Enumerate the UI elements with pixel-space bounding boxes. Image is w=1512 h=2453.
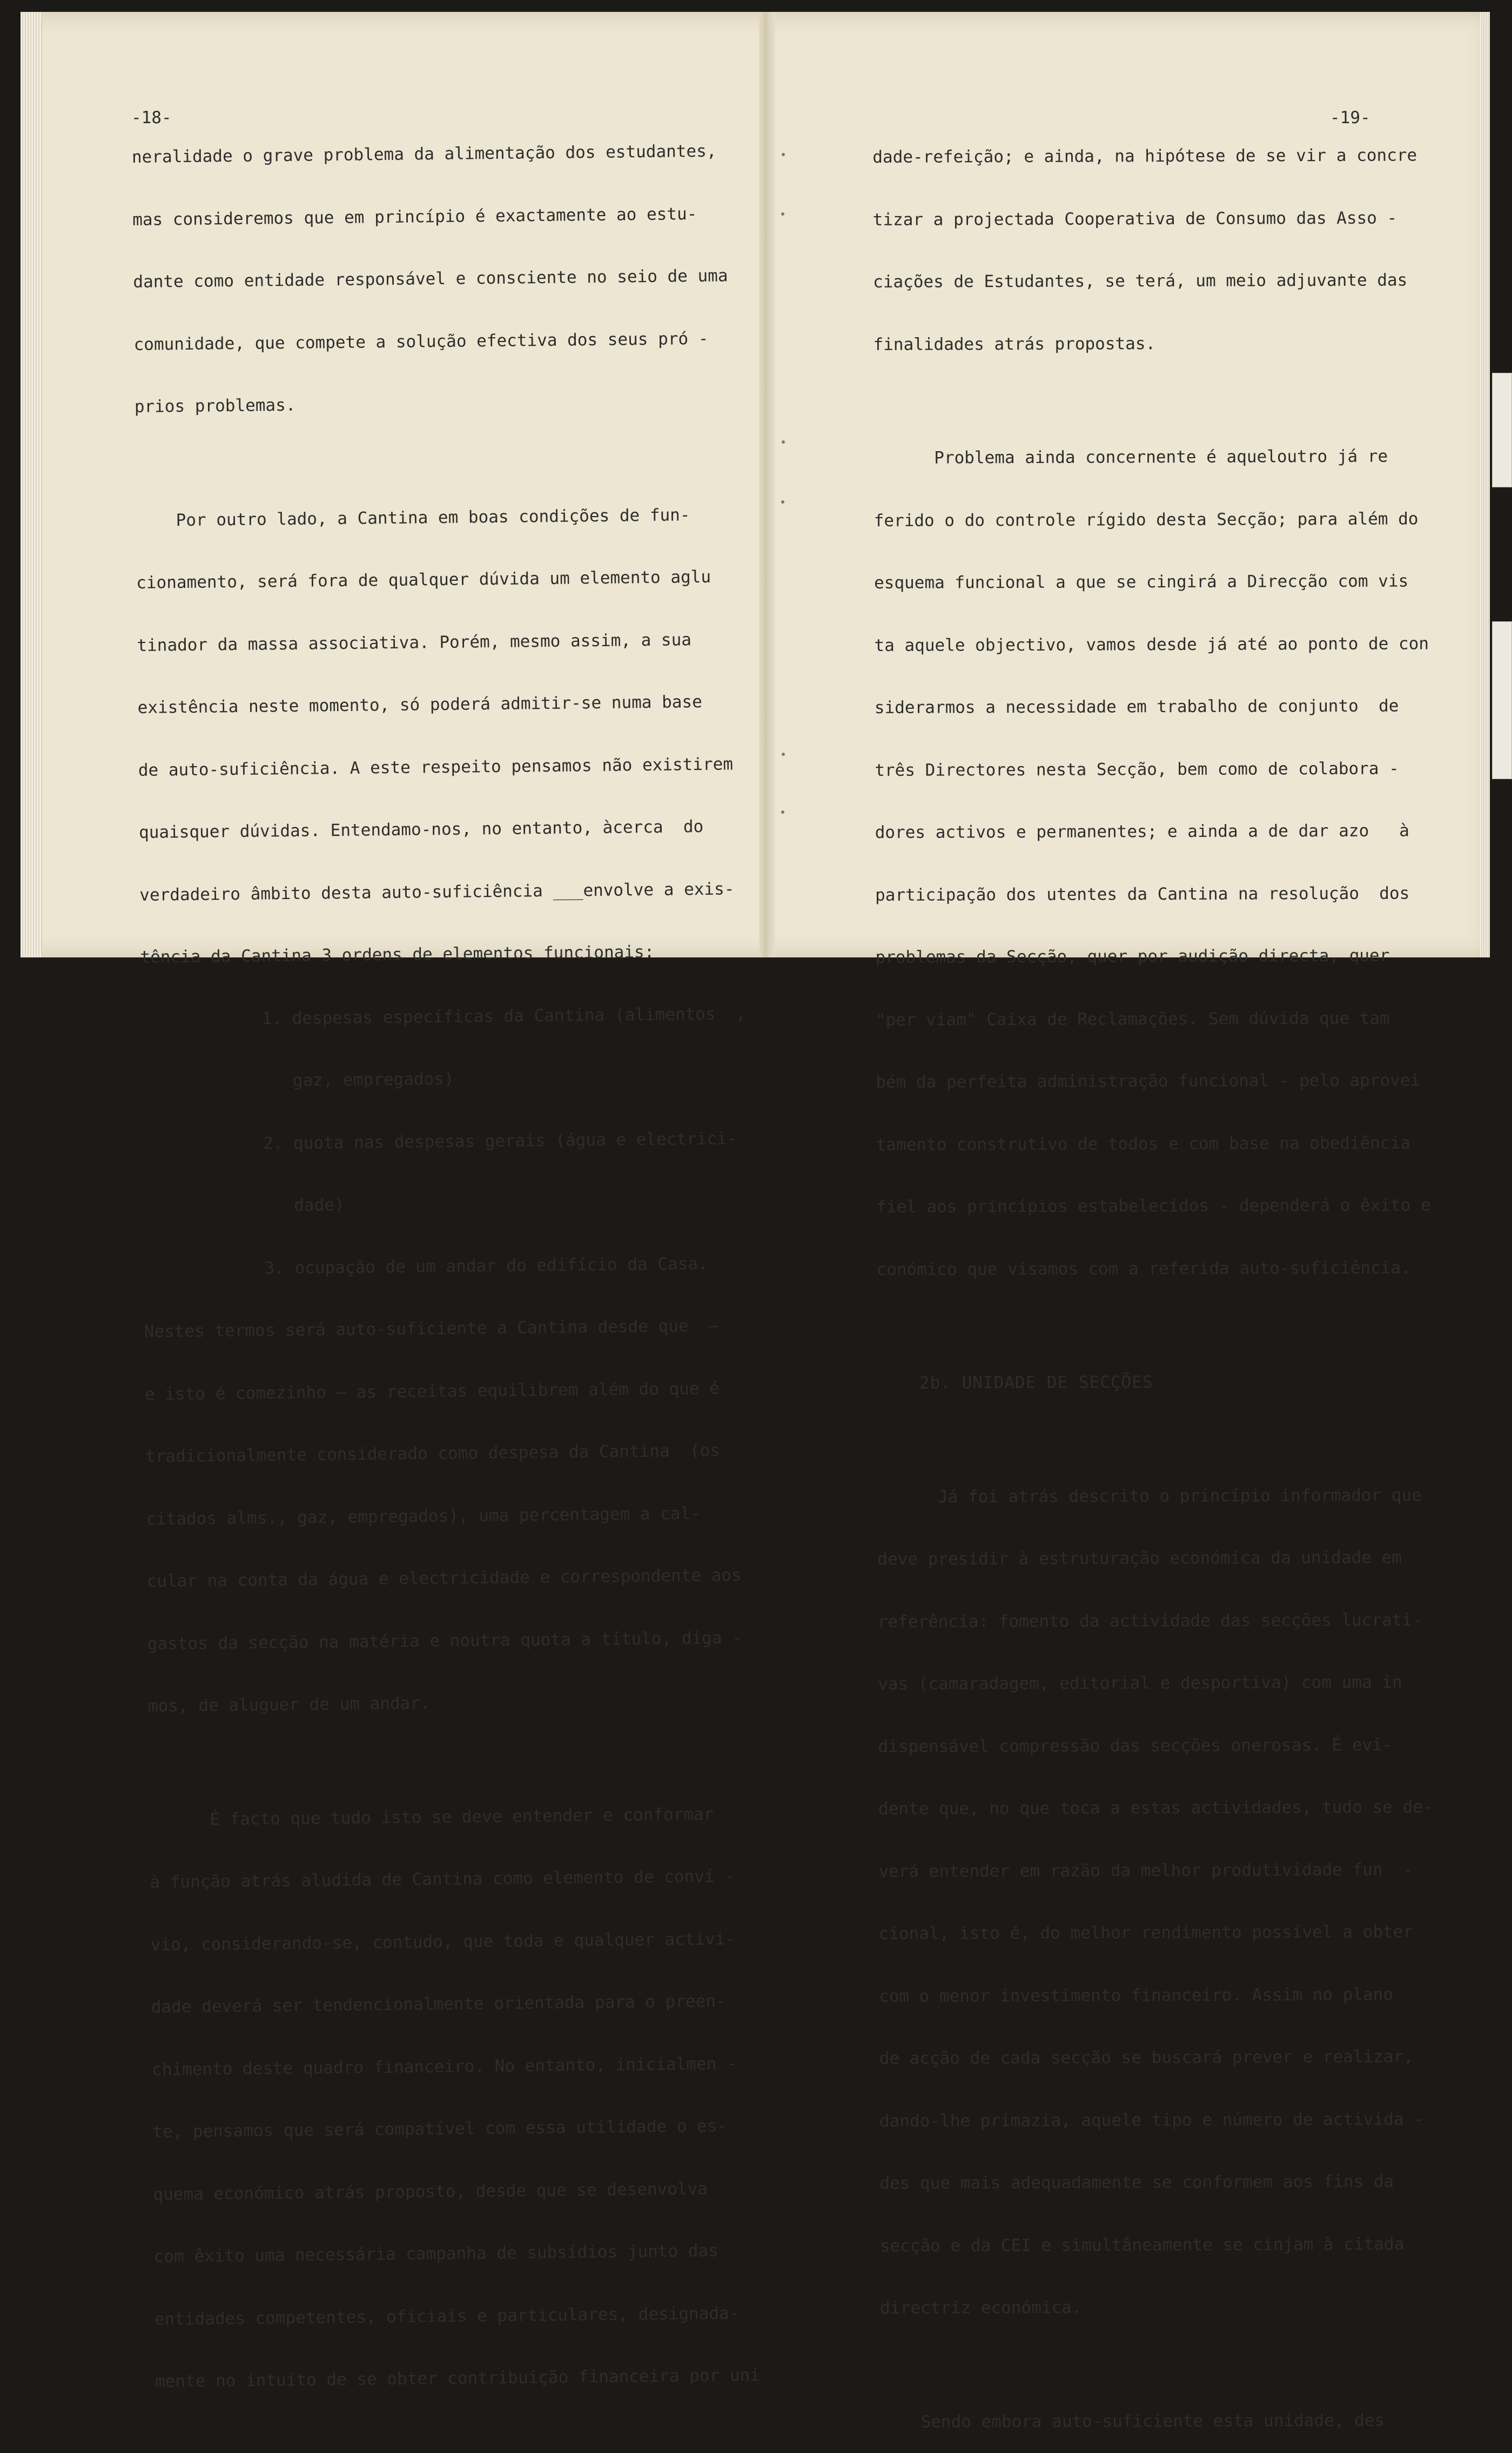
- text-line: existência neste momento, só poderá admitir-se numa base: [137, 692, 702, 718]
- text-line: de auto-suficiência. A este respeito pensamos não existirem: [138, 754, 734, 780]
- text-line: cular na conta da água e electricidade e correspondente aos: [146, 1565, 742, 1591]
- page-edge-left: [21, 12, 42, 957]
- paragraph-gap: [877, 1319, 1432, 1331]
- section-heading: 2b. UNIDADE DE SECÇÕES: [877, 1372, 1153, 1393]
- text-line: à função atrás aludida de Cantina como elemento de conví -: [150, 1866, 735, 1892]
- text-line: É facto que tudo isto se deve entender e conformar: [149, 1804, 714, 1830]
- text-line: quema económico atrás proposto, desde que se desenvolva: [153, 2179, 708, 2204]
- text-line: fiel aos princípios estabelecidos - dependerá o êxito e: [876, 1195, 1431, 1217]
- paragraph-gap: [135, 453, 740, 469]
- text-line: Sendo embora auto-suficiente esta unidade, des: [880, 2410, 1385, 2432]
- list-item: 1. despesas específicas da Cantina (alimentos ,: [140, 1003, 746, 1030]
- text-line: três Directores nesta Secção, bem como de colabora -: [875, 759, 1399, 780]
- list-item: 3. ocupação de um andar do edifício da Casa.: [143, 1254, 708, 1279]
- text-line: chimento deste quadro financeiro. No entanto, inicialmen -: [151, 2053, 737, 2080]
- text-line: conómico que visamos com a referida auto-suficiência.: [876, 1258, 1411, 1279]
- text-line: dade-refeição; e ainda, na hipótese de se vir a concre: [872, 145, 1417, 167]
- list-item-continuation: dade): [143, 1195, 345, 1217]
- text-line: "per viam" Caixa de Reclamações. Sem dúvida que tam: [875, 1008, 1390, 1030]
- text-line: dente que, no que toca a estas actividades, tudo se de-: [878, 1797, 1433, 1819]
- index-tab-upper: [1492, 373, 1512, 487]
- paragraph-gap: [877, 1433, 1432, 1445]
- page-number-left: -18-: [131, 108, 172, 128]
- text-line: quaisquer dúvidas. Entendamo-nos, no entanto, àcerca do: [138, 816, 704, 842]
- paragraph-gap: [149, 1752, 754, 1768]
- text-line: tamento construtivo de todos e com base na obediência: [876, 1133, 1410, 1155]
- text-line: com o menor investimento financeiro. Assim no plano: [879, 1985, 1394, 2006]
- text-line: tência da Cantina 3 ordens de elementos funcionais:: [140, 942, 655, 967]
- text-line: Já foi atrás descrito o princípio informador que: [877, 1485, 1422, 1507]
- page-number-right: -19-: [1330, 108, 1370, 128]
- text-line: tizar a projectada Cooperativa de Consumo das Asso -: [872, 208, 1397, 230]
- text-line: deve presidir à estruturação económica da unidade em: [877, 1547, 1402, 1569]
- text-line: dade deverá ser tendencionalmente orientada para o preen-: [151, 1991, 726, 2017]
- binding-mark: [781, 810, 784, 814]
- text-line: bém da perfeita administração funcional - pelo aprovei: [876, 1070, 1421, 1092]
- text-line: mas consideremos que em princípio é exactamente ao estu-: [132, 204, 697, 230]
- text-line: cionamento, será fora de qualquer dúvida um elemento aglu: [136, 567, 711, 593]
- text-line: de acção de cada secção se buscará prever e realizar,: [879, 2047, 1414, 2068]
- text-line: dante como entidade responsável e consciente no seio de uma: [133, 266, 728, 292]
- text-line: Problema ainda concernente é aqueloutro já re: [873, 446, 1388, 468]
- text-line: mos, de aluguer de um andar.: [147, 1693, 431, 1716]
- text-line: ferido o do controle rígido desta Secção; para além do: [873, 508, 1419, 531]
- text-line: verá entender em razão da melhor produtividade fun -: [878, 1860, 1413, 1881]
- text-line: com êxito uma necessária campanha de subsídios junto das: [153, 2241, 719, 2267]
- text-line: secção e da CEI e simultâneamente se cinjam à citada: [879, 2234, 1405, 2256]
- right-page-text: [872, 103, 1435, 2453]
- text-line: gastos da secção na matéria e noutra quota a título, diga -: [147, 1627, 743, 1654]
- text-line: prios problemas.: [134, 395, 296, 417]
- text-line: cional, isto é, do melhor rendimento possível a obter: [878, 1922, 1414, 1943]
- text-line: entidades competentes, oficiais e particulares, designada-: [154, 2303, 740, 2329]
- index-tab-lower: [1492, 621, 1512, 779]
- text-line: e isto é comezinho — as receitas equilibrem além do que é: [144, 1378, 720, 1404]
- text-line: te, pensamos que será compatível com essa utilidade o es-: [152, 2116, 728, 2142]
- paragraph-gap: [881, 2358, 1435, 2370]
- binding-mark: [782, 153, 785, 156]
- text-line: dores activos e permanentes; e ainda a de dar azo à: [875, 821, 1409, 842]
- text-line: citados alms., gaz, empregados), uma percentagem a cal-: [146, 1503, 701, 1529]
- text-line: tradicionalmente considerado como despesa da Cantina (os: [145, 1440, 721, 1466]
- text-line: ta aquele objectivo, vamos desde já até ao ponto de con: [874, 633, 1429, 655]
- page-edge-right: [1480, 12, 1490, 957]
- text-line: tinador da massa associativa. Porém, mesmo assim, a sua: [137, 629, 692, 655]
- text-line: problemas da Secção, quer por audição directa, quer: [875, 946, 1390, 967]
- text-line: dispensável compressão das secções onerosas. É evi-: [878, 1735, 1393, 1757]
- binding-mark: [782, 753, 785, 756]
- binding-mark: [781, 212, 784, 216]
- text-line: referência: fomento da actividade das secções lucrati-: [877, 1610, 1422, 1632]
- text-line: des que mais adequadamente se conformem aos fins da: [879, 2171, 1394, 2193]
- list-item: 2. quota nas despesas gerais (água e electrici-: [142, 1128, 737, 1155]
- text-line: neralidade o grave problema da alimentação dos estudantes,: [131, 141, 717, 167]
- text-line: siderarmos a necessidade em trabalho de conjunto de: [874, 696, 1399, 718]
- book-gutter: [759, 12, 775, 957]
- binding-mark: [781, 500, 784, 504]
- text-line: dando-lhe primazia, aquele tipo e número de activida -: [879, 2109, 1424, 2131]
- binding-mark: [782, 440, 785, 444]
- left-page-text: [131, 99, 760, 2412]
- text-line: esquema funcional a que se cingirá a Direcção com vis: [874, 571, 1409, 593]
- paragraph-gap: [873, 394, 1428, 406]
- text-line: vas (camaradagem, editorial e desportiva) com uma in: [878, 1672, 1402, 1694]
- text-line: Nestes termos será auto-suficiente a Cantina desde que —: [144, 1316, 719, 1342]
- text-line: finalidades atrás propostas.: [873, 333, 1156, 354]
- text-line: participação dos utentes da Cantina na resolução dos: [875, 883, 1410, 905]
- text-line: Por outro lado, a Cantina em boas condições de fun-: [135, 505, 690, 531]
- text-line: mente no intuito de se obter contribuição financeira por uni: [154, 2365, 761, 2391]
- text-line: verdadeiro âmbito desta auto-suficiência ___envolve a exis-: [139, 879, 735, 905]
- text-line: vio, considerando-se, contudo, que toda e qualquer activi-: [150, 1928, 736, 1955]
- text-line: comunidade, que compete a solução efectiva dos seus pró -: [133, 329, 709, 354]
- list-item-continuation: gaz, empregados): [141, 1069, 454, 1092]
- text-line: ciações de Estudantes, se terá, um meio adjuvante das: [873, 270, 1408, 292]
- text-line: directriz económica.: [880, 2297, 1082, 2318]
